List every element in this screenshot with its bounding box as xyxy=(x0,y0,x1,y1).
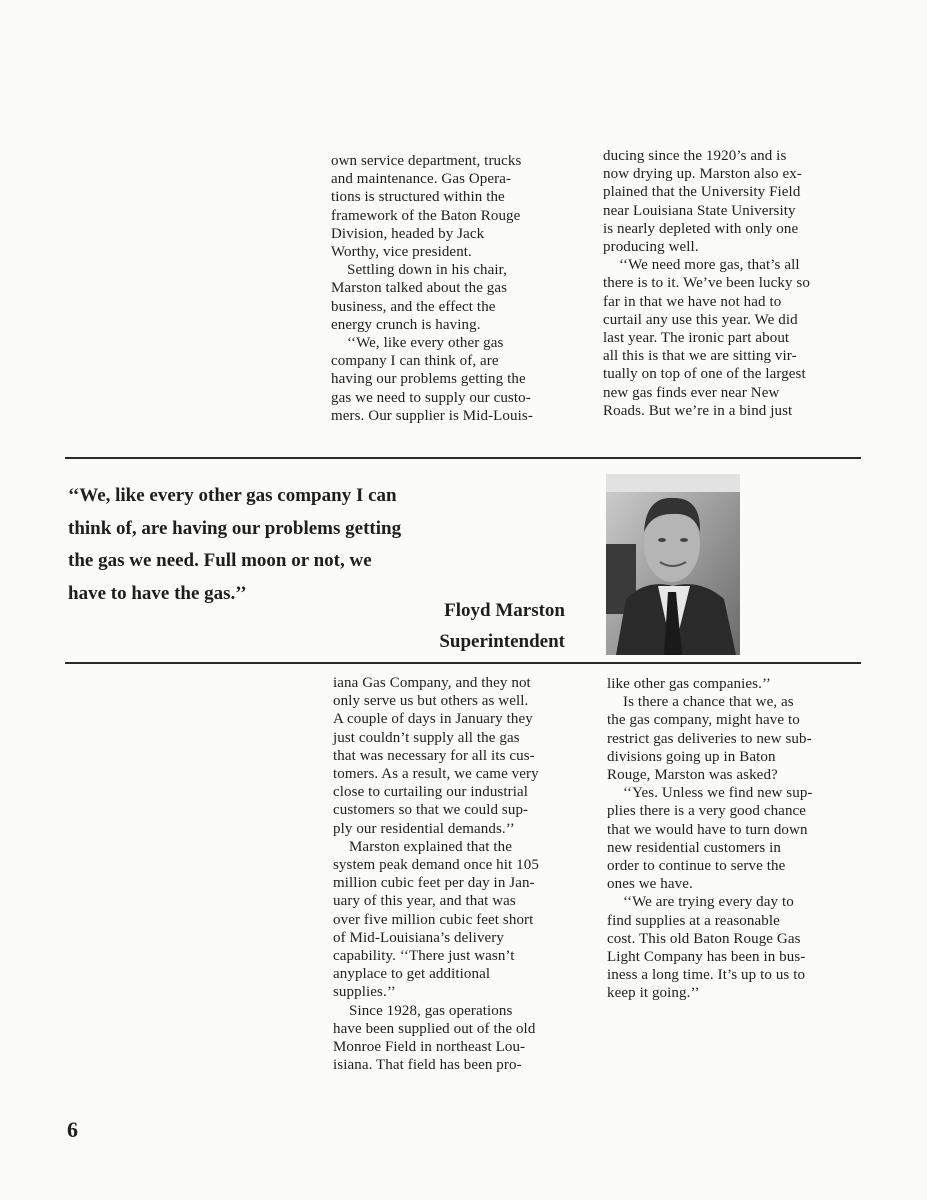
text-line: close to curtailing our industrial xyxy=(333,784,529,801)
text-line: Worthy, vice president. xyxy=(331,244,472,261)
text-line: Roads. But we’re in a bind just xyxy=(603,402,793,419)
text-line: million cubic feet per day in Jan- xyxy=(333,875,535,892)
text-line: ‘‘We, like every other gas xyxy=(347,335,504,352)
text-line: cost. This old Baton Rouge Gas xyxy=(607,930,801,947)
text-line: energy crunch is having. xyxy=(331,316,481,333)
page-number: 6 xyxy=(67,1117,78,1142)
text-line: find supplies at a reasonable xyxy=(607,912,780,929)
text-line: Settling down in his chair, xyxy=(347,262,508,279)
text-line: supplies.’’ xyxy=(333,984,396,1001)
text-line: iana Gas Company, and they not xyxy=(333,675,531,691)
text-line: Marston talked about the gas xyxy=(331,280,508,297)
text-line: that was necessary for all its cus- xyxy=(333,747,535,764)
text-line: last year. The ironic part about xyxy=(603,330,790,347)
divider-rule-bottom xyxy=(65,662,861,664)
text-line: ducing since the 1920’s and is xyxy=(603,148,787,164)
text-line: that we would have to turn down xyxy=(607,821,808,838)
text-line: and maintenance. Gas Opera- xyxy=(331,171,512,188)
text-line: there is to it. We’ve been lucky so xyxy=(603,275,810,292)
pull-quote-line: the gas we need. Full moon or not, we xyxy=(68,550,372,571)
text-line: keep it going.’’ xyxy=(607,985,700,1002)
article-column-top-right xyxy=(603,147,853,420)
text-line: now drying up. Marston also ex- xyxy=(603,166,802,183)
text-line: divisions going up in Baton xyxy=(607,748,776,765)
text-line: ply our residential demands.’’ xyxy=(333,820,515,837)
text-line: near Louisiana State University xyxy=(603,202,796,219)
text-line: curtail any use this year. We did xyxy=(603,311,798,328)
text-line: gas we need to supply our custo- xyxy=(331,389,531,406)
divider-rule-top xyxy=(65,457,861,459)
text-line: Marston explained that the xyxy=(349,838,512,855)
article-column-bottom-right xyxy=(607,675,857,1003)
text-line: over five million cubic feet short xyxy=(333,911,534,928)
text-line: ‘‘We need more gas, that’s all xyxy=(619,257,800,274)
text-line: tually on top of one of the largest xyxy=(603,366,806,383)
text-line: having our problems getting the xyxy=(331,371,526,388)
text-line: A couple of days in January they xyxy=(333,711,533,728)
text-line: uary of this year, and that was xyxy=(333,893,516,910)
text-line: framework of the Baton Rouge xyxy=(331,207,521,224)
text-line: iness a long time. It’s up to us to xyxy=(607,967,806,984)
text-line: far in that we have not had to xyxy=(603,293,782,310)
text-line: new residential customers in xyxy=(607,839,782,856)
text-line: order to continue to serve the xyxy=(607,858,786,875)
text-line: Light Company has been in bus- xyxy=(607,949,806,966)
text-line: Monroe Field in northeast Lou- xyxy=(333,1039,526,1056)
text-line: of Mid-Louisiana’s delivery xyxy=(333,929,504,946)
text-line: customers so that we could sup- xyxy=(333,802,529,819)
text-line: ones we have. xyxy=(607,876,693,893)
text-line: have been supplied out of the old xyxy=(333,1020,536,1037)
text-line: system peak demand once hit 105 xyxy=(333,857,539,874)
text-line: like other gas companies.’’ xyxy=(607,676,772,692)
text-line: plies there is a very good chance xyxy=(607,803,807,820)
quote-attribution-name: Floyd Marston xyxy=(444,600,565,621)
text-line: tions is structured within the xyxy=(331,189,505,206)
text-line: capability. ‘‘There just wasn’t xyxy=(333,948,515,965)
pull-quote-line: think of, are having our problems getting xyxy=(68,517,402,539)
text-line: tomers. As a result, we came very xyxy=(333,766,539,783)
text-line: new gas finds ever near New xyxy=(603,384,780,401)
text-line: ‘‘We are trying every day to xyxy=(623,894,794,911)
text-line: is nearly depleted with only one xyxy=(603,220,799,237)
text-line: ‘‘Yes. Unless we find new sup- xyxy=(623,785,813,802)
text-line: restrict gas deliveries to new sub- xyxy=(607,730,812,747)
text-line: mers. Our supplier is Mid-Louis- xyxy=(331,407,533,424)
text-line: business, and the effect the xyxy=(331,298,496,315)
text-line: all this is that we are sitting vir- xyxy=(603,348,797,365)
text-line: Rouge, Marston was asked? xyxy=(607,767,778,784)
text-line: isiana. That field has been pro- xyxy=(333,1057,522,1074)
text-line: Is there a chance that we, as xyxy=(623,694,794,711)
text-line: just couldn’t supply all the gas xyxy=(333,729,520,746)
text-line: producing well. xyxy=(603,239,699,256)
text-line: the gas company, might have to xyxy=(607,712,800,729)
text-line: company I can think of, are xyxy=(331,353,499,370)
pull-quote xyxy=(68,480,401,610)
article-column-top-left xyxy=(331,152,581,425)
pull-quote-line: ‘‘We, like every other gas company I can xyxy=(68,485,397,506)
pull-quote-line: have to have the gas.’’ xyxy=(68,582,247,604)
text-line: own service department, trucks xyxy=(331,153,522,169)
portrait-photo xyxy=(606,474,740,655)
text-line: plained that the University Field xyxy=(603,184,801,201)
text-line: only serve us but others as well. xyxy=(333,693,529,710)
quote-attribution-title: Superintendent xyxy=(439,631,565,652)
text-line: anyplace to get additional xyxy=(333,966,491,983)
article-column-bottom-left xyxy=(333,674,583,1074)
text-line: Since 1928, gas operations xyxy=(349,1002,513,1019)
text-line: Division, headed by Jack xyxy=(331,225,485,242)
